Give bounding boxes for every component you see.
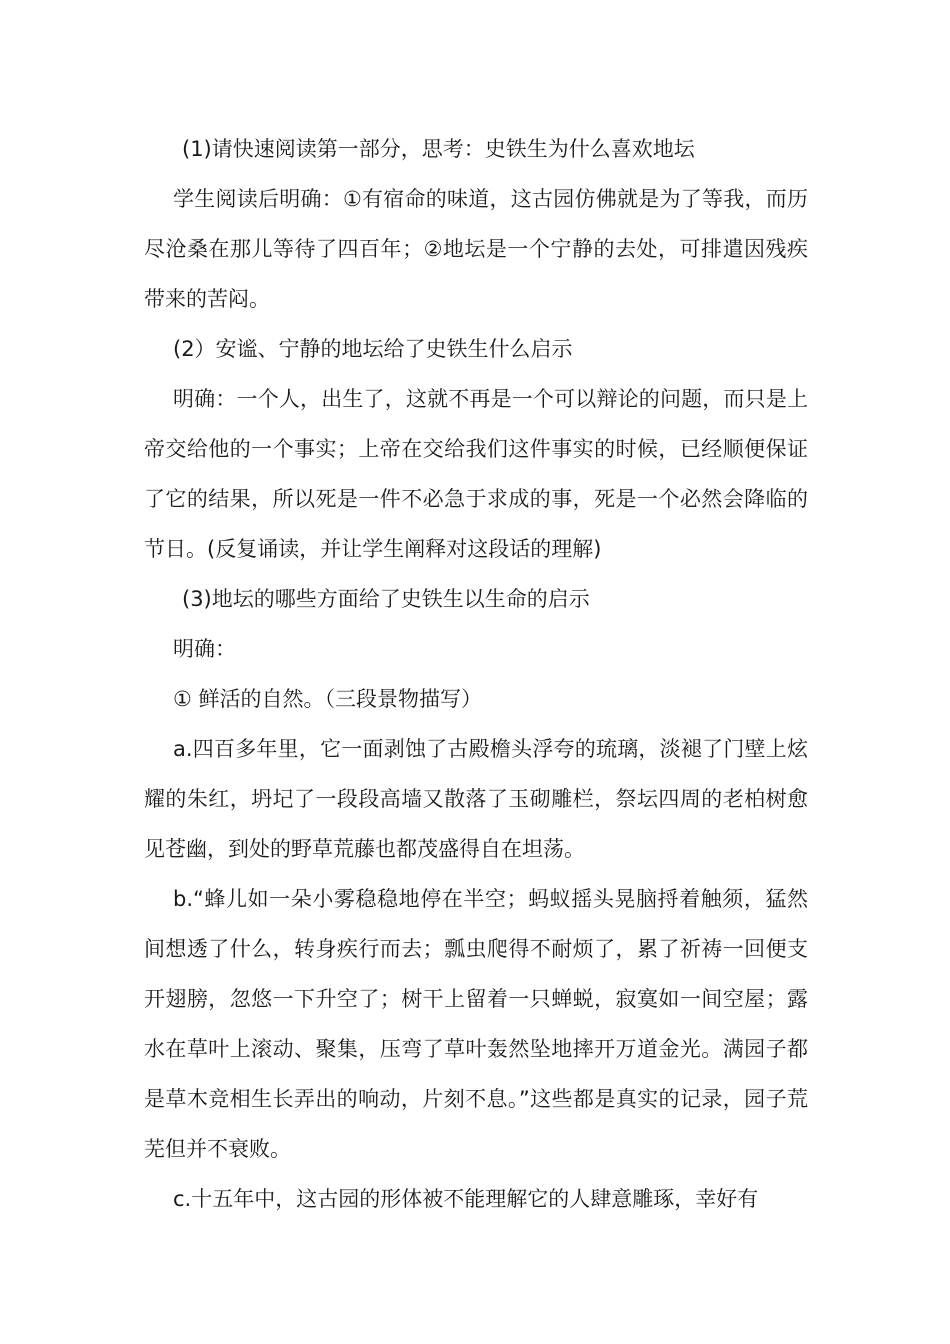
answer-3-label: 明确： bbox=[173, 637, 236, 661]
document-body bbox=[144, 124, 808, 1224]
scene-b: b.“蜂儿如一朵小雾稳稳地停在半空；蚂蚁摇头晃脑捋着触须，猛然间想透了什么，转身疾行而去；瓢虫爬得不耐烦了，累了祈祷一回便支开翅膀，忽悠一下升空了；树干上留着一只蝉蜕，寂寞如一间空屋；露水在草叶上滚动、聚集，压弯了草叶轰然坠地摔开万道金光。满园子都是草木竞相生长弄出的响动，片刻不息。”这些都是真实的记录，园子荒芜但并不衰败。 bbox=[144, 887, 808, 1161]
question-1: (1)请快速阅读第一部分，思考：史铁生为什么喜欢地坛 bbox=[182, 137, 695, 161]
answer-1: 学生阅读后明确：①有宿命的味道，这古园仿佛就是为了等我，而历尽沧桑在那儿等待了四百年；②地坛是一个宁静的去处，可排遣因残疾带来的苦闷。 bbox=[144, 187, 808, 311]
scene-a: a.四百多年里，它一面剥蚀了古殿檐头浮夸的琉璃，淡褪了门壁上炫耀的朱红，坍圮了一段段高墙又散落了玉砌雕栏，祭坛四周的老柏树愈见苍幽，到处的野草荒藤也都茂盛得自在坦荡。 bbox=[144, 737, 808, 861]
question-2: (2）安谧、宁静的地坛给了史铁生什么启示 bbox=[173, 337, 573, 361]
scene-c: c.十五年中，这古园的形体被不能理解它的人肆意雕琢，幸好有 bbox=[173, 1187, 759, 1211]
answer-2: 明确：一个人，出生了，这就不再是一个可以辩论的问题，而只是上帝交给他的一个事实；上帝在交给我们这件事实的时候，已经顺便保证了它的结果，所以死是一件不必急于求成的事，死是一个必然会降临的节日。(反复诵读，并让学生阐释对这段话的理解) bbox=[144, 387, 808, 561]
point-1-heading: ① 鲜活的自然。（三段景物描写） bbox=[173, 687, 483, 711]
question-3: (3)地坛的哪些方面给了史铁生以生命的启示 bbox=[182, 587, 590, 611]
